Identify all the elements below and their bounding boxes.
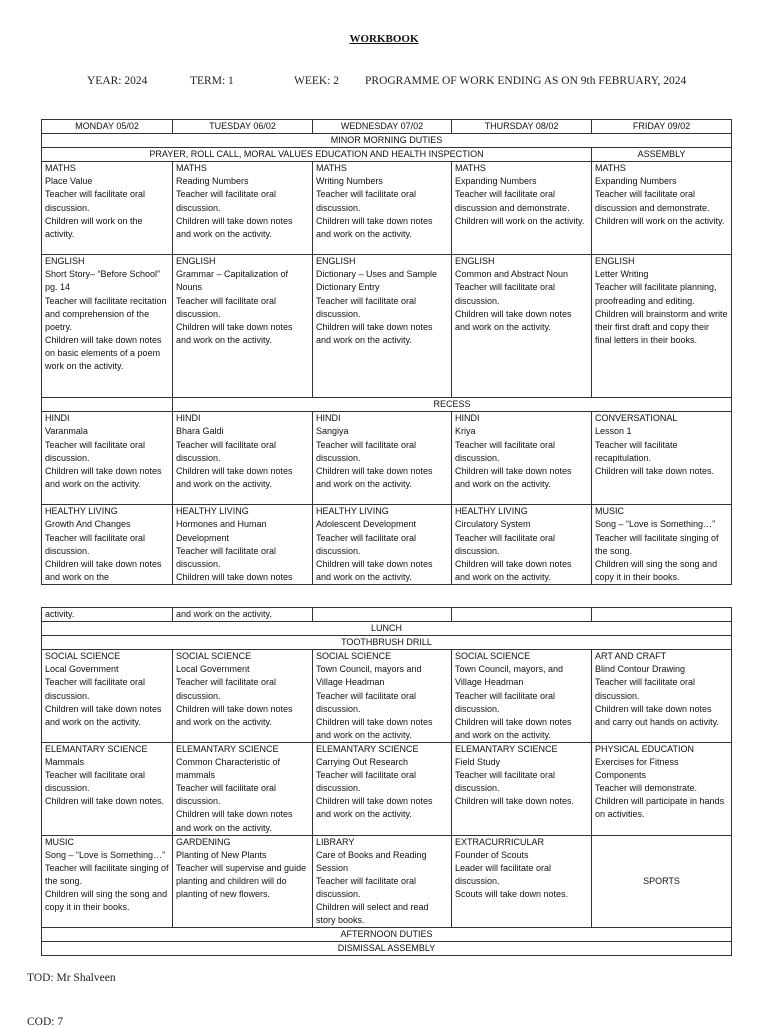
cell-line: SOCIAL SCIENCE [455,651,531,662]
cell-line: Song – “Love is Something…” [595,519,716,530]
lesson-cell [592,412,732,505]
cell-line: ENGLISH [595,256,635,267]
day-header: WEDNESDAY 07/02 [313,120,452,134]
sports-cell: SPORTS [592,835,732,928]
dismissal-assembly-row: DISMISSAL ASSEMBLY [42,942,732,956]
day-header: FRIDAY 09/02 [592,120,732,134]
document-title: WORKBOOK [349,33,419,45]
cell-line: HINDI [45,413,70,424]
cell-line: Expanding Numbers [595,176,677,187]
cell-line: Children will take down notes. [455,796,575,807]
timetable-part-1 [41,119,732,585]
cell-line: Teacher will facilitate oral discussion. [176,677,277,701]
lesson-cell [173,505,313,585]
cell-line: ENGLISH [455,256,495,267]
cell-line: HINDI [176,413,201,424]
continued-cell [313,608,452,622]
timetable-part-2 [41,607,732,956]
lesson-cell [592,505,732,585]
lesson-cell [452,412,592,505]
minor-duties-row: MINOR MORNING DUTIES [42,134,732,148]
cell-line: Teacher will facilitate oral discussion. [176,439,277,463]
continued-cell: activity. [42,608,173,622]
cell-line: MATHS [176,163,207,174]
cell-line: Local Government [176,664,250,675]
cell-line: Teacher will facilitate recapitulation. [595,439,678,463]
cell-line: Teacher will facilitate singing of the song. [595,532,719,556]
lesson-cell [592,162,732,255]
cell-line: Children will take down notes. [595,465,715,476]
cell-line: Teacher will facilitate oral discussion. [176,189,277,213]
cell-line: Field Study [455,757,501,768]
social-science-row [42,650,732,743]
afternoon-duties-row: AFTERNOON DUTIES [42,928,732,942]
cell-line: MATHS [45,163,76,174]
cell-line: Teacher will facilitate oral discussion and demonstrate. [455,189,570,213]
healthy-living-row [42,505,732,585]
lesson-cell [592,742,732,835]
cell-line: ELEMANTARY SCIENCE [316,743,419,754]
cell-line: MUSIC [595,506,624,517]
cell-line: Teacher will facilitate oral discussion. [316,770,417,794]
cell-line: Teacher will facilitate oral discussion. [316,439,417,463]
lesson-cell [173,255,313,398]
lesson-cell [452,505,592,585]
cell-line: Children will take down notes and work on the activity. [316,716,433,740]
lesson-cell [313,255,452,398]
cell-line: Teacher will facilitate recitation and comprehension of the poetry. [45,295,167,332]
cell-line: Teacher will facilitate oral discussion. [455,770,556,794]
cell-line: MATHS [455,163,486,174]
cell-line: Teacher will facilitate oral discussion. [45,677,146,701]
cell-line: Mammals [45,757,85,768]
cell-line: Teacher will facilitate oral discussion. [455,532,556,556]
week-label: WEEK: 2 [294,75,340,87]
cell-line: Children will sing the song and copy it in their books. [45,888,168,913]
cell-line: ELEMANTARY SCIENCE [455,743,558,754]
cell-line: Children will participate in hands on activities. [595,796,725,820]
cell-line: Founder of Scouts [455,849,529,860]
lesson-cell [313,412,452,505]
cell-line: Children will take down notes and work on the activity. [45,703,162,727]
cell-line: HEALTHY LIVING [45,506,118,517]
cell-line: Children will take down notes and work on the activity. [176,703,293,727]
cell-line: Children will take down notes. [45,796,165,807]
lesson-cell [452,835,592,928]
cell-line: Song – “Love is Something…” [45,849,166,860]
cell-line: Children will work on the activity. [45,215,143,239]
cell-line: Teacher will facilitate oral discussion. [176,295,277,319]
cell-line: Letter Writing [595,269,649,280]
cell-line: Children will take down notes and work on the activity. [316,215,433,239]
cell-line: GARDENING [176,836,231,847]
cell-line: Children will take down notes and work on the activity. [45,465,162,489]
cell-line: Reading Numbers [176,176,249,187]
cell-line: Exercises for Fitness Components [595,757,679,781]
lesson-cell [173,650,313,743]
cell-line: Sangiya [316,426,349,437]
cell-line: Carrying Out Research [316,757,409,768]
hindi-row [42,412,732,505]
cell-line: Teacher will facilitate oral discussion. [176,545,277,569]
lesson-cell [42,742,173,835]
cell-line: Writing Numbers [316,176,383,187]
lesson-cell [42,412,173,505]
lesson-cell [313,162,452,255]
programme-label: PROGRAMME OF WORK ENDING AS ON 9th FEBRUARY, 2024 [365,75,687,87]
cell-line: Children will take down notes [176,571,293,582]
cell-line: Planting of New Plants [176,849,267,860]
cell-line: Town Council, mayors, and Village Headman [455,664,564,688]
cell-line: ENGLISH [45,256,85,267]
day-header: THURSDAY 08/02 [452,120,592,134]
cell-line: Dictionary – Uses and Sample Dictionary Entry [316,269,438,293]
cell-line: HEALTHY LIVING [455,506,528,517]
day-header: TUESDAY 06/02 [173,120,313,134]
cell-line: Common Characteristic of mammals [176,757,281,781]
cell-line: Children will take down notes and work on the activity. [176,215,293,239]
cell-line: Circulatory System [455,519,531,530]
assembly-cell: ASSEMBLY [592,148,732,162]
cell-line: Teacher will facilitate planning, proofreading and editing. [595,282,717,306]
cell-line: Teacher will facilitate oral discussion. [45,439,146,463]
recess-row: RECESS [173,398,732,412]
cell-line: Children will take down notes and work on the activity. [316,321,433,345]
lesson-cell [592,255,732,398]
cell-line: HEALTHY LIVING [316,506,389,517]
lesson-cell [173,742,313,835]
cell-line: Growth And Changes [45,519,131,530]
lesson-cell [42,162,173,255]
english-row [42,255,732,398]
cell-line: SOCIAL SCIENCE [45,651,121,662]
cell-line: Children will brainstorm and write their first draft and copy their final letters in their books. [595,308,728,345]
lesson-cell [313,835,452,928]
cell-line: Children will take down notes and work on the activity. [316,558,433,582]
lesson-cell [42,650,173,743]
teacher-on-duty: TOD: Mr Shalveen [27,972,116,984]
lesson-cell [452,162,592,255]
cell-line: Common and Abstract Noun [455,269,569,280]
prayer-row: PRAYER, ROLL CALL, MORAL VALUES EDUCATION AND HEALTH INSPECTION [42,148,592,162]
cell-line: Children will take down notes and carry out hands on activity. [595,703,719,727]
cell-line: Teacher will facilitate oral discussion. [455,690,556,714]
maths-row [42,162,732,255]
cell-line: Children will take down notes and work on the activity. [455,465,572,489]
cell-line: Children will take down notes on basic elements of a poem work on the activity. [45,334,162,372]
cell-line: LIBRARY [316,836,355,847]
cell-line: Teacher will facilitate oral discussion. [45,189,146,213]
cell-line: ELEMANTARY SCIENCE [45,743,148,754]
cell-line: Bhara Galdi [176,426,224,437]
cell-line: Town Council, mayors and Village Headman [316,664,422,688]
lesson-cell [42,835,173,928]
term-label: TERM: 1 [190,75,234,87]
continued-cell: and work on the activity. [173,608,313,622]
cell-line: Teacher will facilitate oral discussion. [316,189,417,213]
lesson-cell [313,505,452,585]
cell-line: Children will select and read story books. [316,902,429,926]
cell-line: EXTRACURRICULAR [455,836,545,847]
lesson-cell [452,650,592,743]
lesson-cell [42,255,173,398]
cell-line: Hormones and Human Development [176,519,267,543]
toothbrush-drill-row: TOOTHBRUSH DRILL [42,636,732,650]
last-period-row [42,835,732,928]
cell-line: Teacher will facilitate oral discussion. [45,532,146,556]
lesson-cell [452,255,592,398]
day-header-row [42,120,732,134]
lunch-row: LUNCH [42,622,732,636]
cell-line: Teacher will facilitate oral discussion. [455,282,556,306]
cell-line: Teacher will supervise and guide planting and children will do planting of new flowers. [176,862,307,899]
cell-line: ELEMANTARY SCIENCE [176,743,279,754]
cell-line: Teacher will facilitate oral discussion. [316,295,417,319]
cell-line: Kriya [455,426,476,437]
cell-line: Teacher will demonstrate. [595,783,698,794]
cell-line: HINDI [455,413,480,424]
science-row [42,742,732,835]
cell-line: Teacher will facilitate oral discussion. [455,439,556,463]
cell-line: HEALTHY LIVING [176,506,249,517]
lesson-cell [313,742,452,835]
lesson-cell [42,505,173,585]
cell-line: Grammar – Capitalization of Nouns [176,269,289,293]
cell-line: Teacher will facilitate oral discussion. [595,677,696,701]
cell-line: Teacher will facilitate oral discussion. [316,875,417,899]
cell-line: Care of Books and Reading Session [316,849,427,873]
cell-line: Varanmala [45,426,88,437]
lesson-cell [313,650,452,743]
cell-line: HINDI [316,413,341,424]
cell-line: Children will work on the activity. [595,215,725,226]
cell-line: Children will sing the song and copy it in their books. [595,558,718,582]
cell-line: Children will take down notes and work on the activity. [455,308,572,332]
lesson-cell [173,162,313,255]
cell-line: Children will take down notes and work on the activity. [176,321,293,345]
cell-line: CONVERSATIONAL [595,413,678,424]
cell-line: Teacher will facilitate oral discussion. [176,783,277,807]
cell-line: SOCIAL SCIENCE [176,651,252,662]
cell-line: Short Story– “Before School” pg. 14 [45,269,161,293]
cell-line: Teacher will facilitate singing of the song. [45,862,169,886]
cell-line: ENGLISH [316,256,356,267]
cell-line: Children will take down notes and work on the activity. [316,465,433,489]
cell-line: PHYSICAL EDUCATION [595,743,695,754]
cell-line: Teacher will facilitate oral discussion. [45,770,146,794]
continued-cell [592,608,732,622]
cod-label: COD: 7 [27,1016,64,1028]
cell-line: MUSIC [45,836,74,847]
cell-line: Children will work on the activity. [455,215,585,226]
cell-line: Children will take down notes and work on the activity. [455,716,572,740]
cell-line: Local Government [45,664,119,675]
lesson-cell [592,650,732,743]
cell-line: Blind Contour Drawing [595,664,686,675]
cell-line: Teacher will facilitate oral discussion. [316,690,417,714]
cell-line: ENGLISH [176,256,216,267]
cell-line: Children will take down notes and work on the activity. [316,796,433,820]
cell-line: Leader will facilitate oral discussion. [455,862,552,886]
lesson-cell [173,412,313,505]
continued-row [42,608,732,622]
cell-line: SOCIAL SCIENCE [316,651,392,662]
cell-line: Children will take down notes and work on the activity. [176,465,293,489]
cell-line: Children will take down notes and work on the [45,558,162,582]
cell-line: Adolescent Development [316,519,417,530]
lesson-cell [452,742,592,835]
cell-line: ART AND CRAFT [595,651,667,662]
cell-line: Expanding Numbers [455,176,537,187]
continued-cell [452,608,592,622]
cell-line: Children will take down notes and work on the activity. [455,558,572,582]
cell-line: Teacher will facilitate oral discussion. [316,532,417,556]
day-header: MONDAY 05/02 [42,120,173,134]
lesson-cell [173,835,313,928]
cell-line: Children will take down notes and work on the activity. [176,809,293,833]
cell-line: MATHS [595,163,626,174]
cell-line: Lesson 1 [595,426,632,437]
year-label: YEAR: 2024 [87,75,148,87]
cell-line: Scouts will take down notes. [455,888,569,899]
cell-line: Teacher will facilitate oral discussion and demonstrate. [595,189,710,213]
cell-line: Place Value [45,176,93,187]
cell-line: MATHS [316,163,347,174]
